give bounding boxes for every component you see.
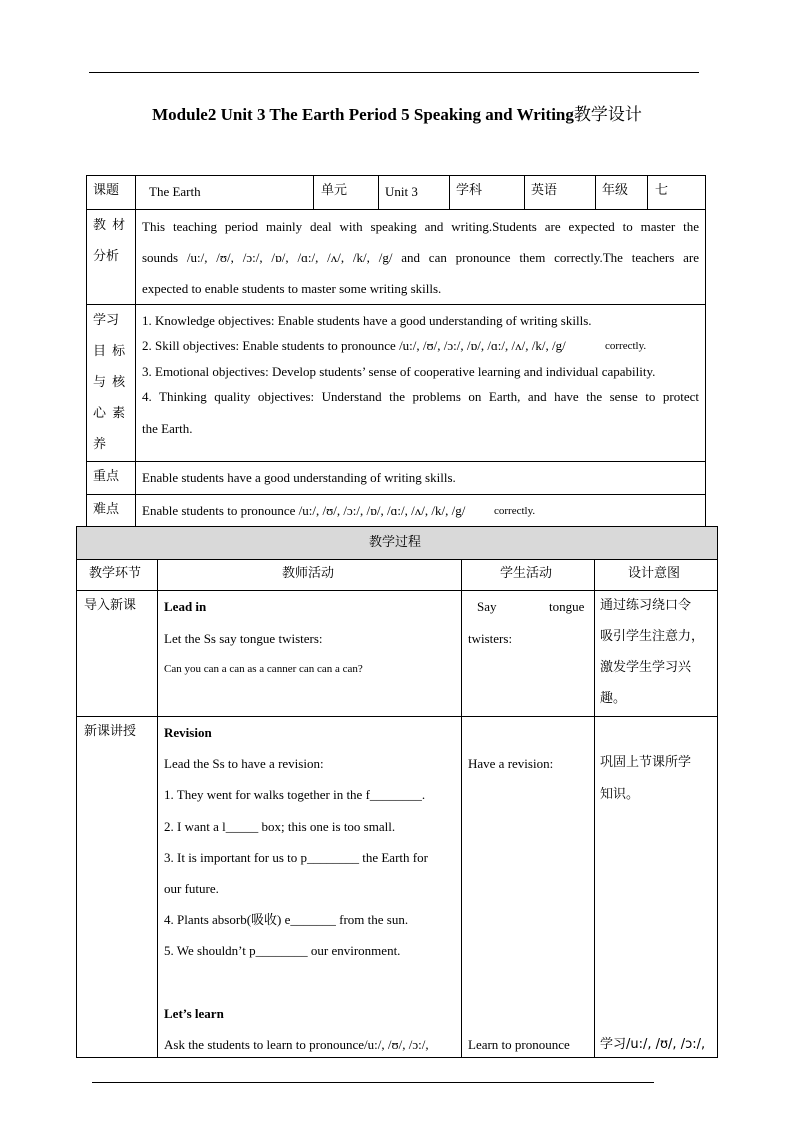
col-teacher: 教师活动 [282, 566, 335, 581]
analysis-label-2: 分析 [93, 249, 120, 264]
footer-rule [92, 1082, 654, 1083]
objective-3: 3. Emotional objectives: Develop students’ sense of cooperative learning and individual capability. [142, 364, 656, 379]
objectives-label-3: 与 核 [93, 375, 127, 390]
key-label: 重点 [93, 469, 120, 484]
new-stage: 新课讲授 [84, 724, 137, 739]
new-student-2: Learn to pronounce [468, 1037, 570, 1052]
revision-item-2: 2. I want a l_____ box; this one is too small. [164, 819, 396, 834]
objective-2: 2. Skill objectives: Enable students to pronounce /u:/, /ʊ/, /ɔ:/, /ɒ/, /ɑ:/, /ʌ/, /k/, /g/ [142, 338, 566, 353]
learn-title: Let’s learn [164, 1006, 224, 1021]
lead-intent-3: 激发学生学习兴 [600, 660, 692, 675]
topic-label: 课题 [93, 183, 120, 198]
subject-value: 英语 [531, 183, 558, 198]
col-stage: 教学环节 [89, 566, 142, 581]
new-intent-1: 巩固上节课所学 [600, 755, 692, 770]
new-student-1: Have a revision: [468, 756, 554, 771]
analysis-line-3: expected to enable students to master some writing skills. [142, 281, 442, 296]
revision-item-3-cont: our future. [164, 881, 219, 896]
lead-intent-4: 趣。 [600, 691, 627, 706]
page-title [0, 100, 794, 125]
header-rule [89, 72, 699, 73]
title-cn: 教学设计 [573, 105, 642, 125]
new-intent-3: 学习/u:/, /ʊ/, /ɔ:/, [600, 1037, 706, 1052]
revision-item-3: 3. It is important for us to p________ the Earth for [164, 850, 428, 865]
difficult-label: 难点 [93, 502, 120, 517]
unit-label: 单元 [321, 183, 348, 198]
col-intent: 设计意图 [628, 566, 681, 581]
analysis-line-1: This teaching period mainly deal with speaking and writing.Students are expected to master the [142, 219, 699, 234]
revision-item-1: 1. They went for walks together in the f________. [164, 787, 426, 802]
analysis-line-2: sounds /u:/, /ʊ/, /ɔ:/, /ɒ/, /ɑ:/, /ʌ/, /k/, /g/ and can pronounce them correctly.The teachers are [142, 250, 699, 265]
revision-line-1: Lead the Ss to have a revision: [164, 756, 324, 771]
objectives-label-2: 目 标 [93, 344, 127, 359]
difficult-value: Enable students to pronounce /u:/, /ʊ/, /ɔ:/, /ɒ/, /ɑ:/, /ʌ/, /k/, /g/ [142, 503, 466, 518]
unit-value: Unit 3 [385, 184, 418, 199]
learn-line: Ask the students to learn to pronounce/u:/, /ʊ/, /ɔ:/, [164, 1037, 429, 1052]
topic-value: The Earth [149, 184, 201, 199]
lead-line-1: Let the Ss say tongue twisters: [164, 631, 323, 646]
subject-label: 学科 [456, 183, 483, 198]
lead-student-2: twisters: [468, 631, 513, 646]
lead-line-2: Can you can a can as a canner can can a can? [164, 663, 363, 675]
objective-4-end: the Earth. [142, 421, 193, 436]
objective-1: 1. Knowledge objectives: Enable students have a good understanding of writing skills. [142, 313, 592, 328]
title-main: Module2 Unit 3 The Earth Period 5 Speaking and Writing [152, 105, 574, 124]
lead-student-1b: tongue [549, 599, 585, 614]
objective-2-tail: correctly. [605, 340, 647, 352]
new-intent-2: 知识。 [600, 787, 640, 802]
revision-title: Revision [164, 725, 212, 740]
revision-item-4: 4. Plants absorb(吸收) e_______ from the sun. [164, 912, 409, 927]
col-student: 学生活动 [500, 566, 553, 581]
revision-item-5: 5. We shouldn’t p________ our environment. [164, 943, 401, 958]
key-value: Enable students have a good understanding of writing skills. [142, 470, 456, 485]
difficult-tail: correctly. [494, 505, 536, 517]
lead-stage: 导入新课 [84, 598, 137, 613]
process-header: 教学过程 [369, 535, 422, 550]
lead-title: Lead in [164, 599, 207, 614]
lead-intent-2: 吸引学生注意力， [600, 629, 705, 644]
analysis-label-1: 教 材 [93, 218, 127, 233]
objectives-label-5: 养 [93, 437, 107, 452]
lead-intent-1: 通过练习绕口令 [600, 598, 692, 613]
objectives-label-1: 学习 [93, 313, 120, 328]
grade-value: 七 [655, 183, 669, 198]
objectives-label-4: 心 素 [93, 406, 127, 421]
grade-label: 年级 [602, 183, 629, 198]
objective-4: 4. Thinking quality objectives: Understand the problems on Earth, and have the sense to protect [142, 389, 699, 404]
lead-student-1a: Say [477, 599, 497, 614]
